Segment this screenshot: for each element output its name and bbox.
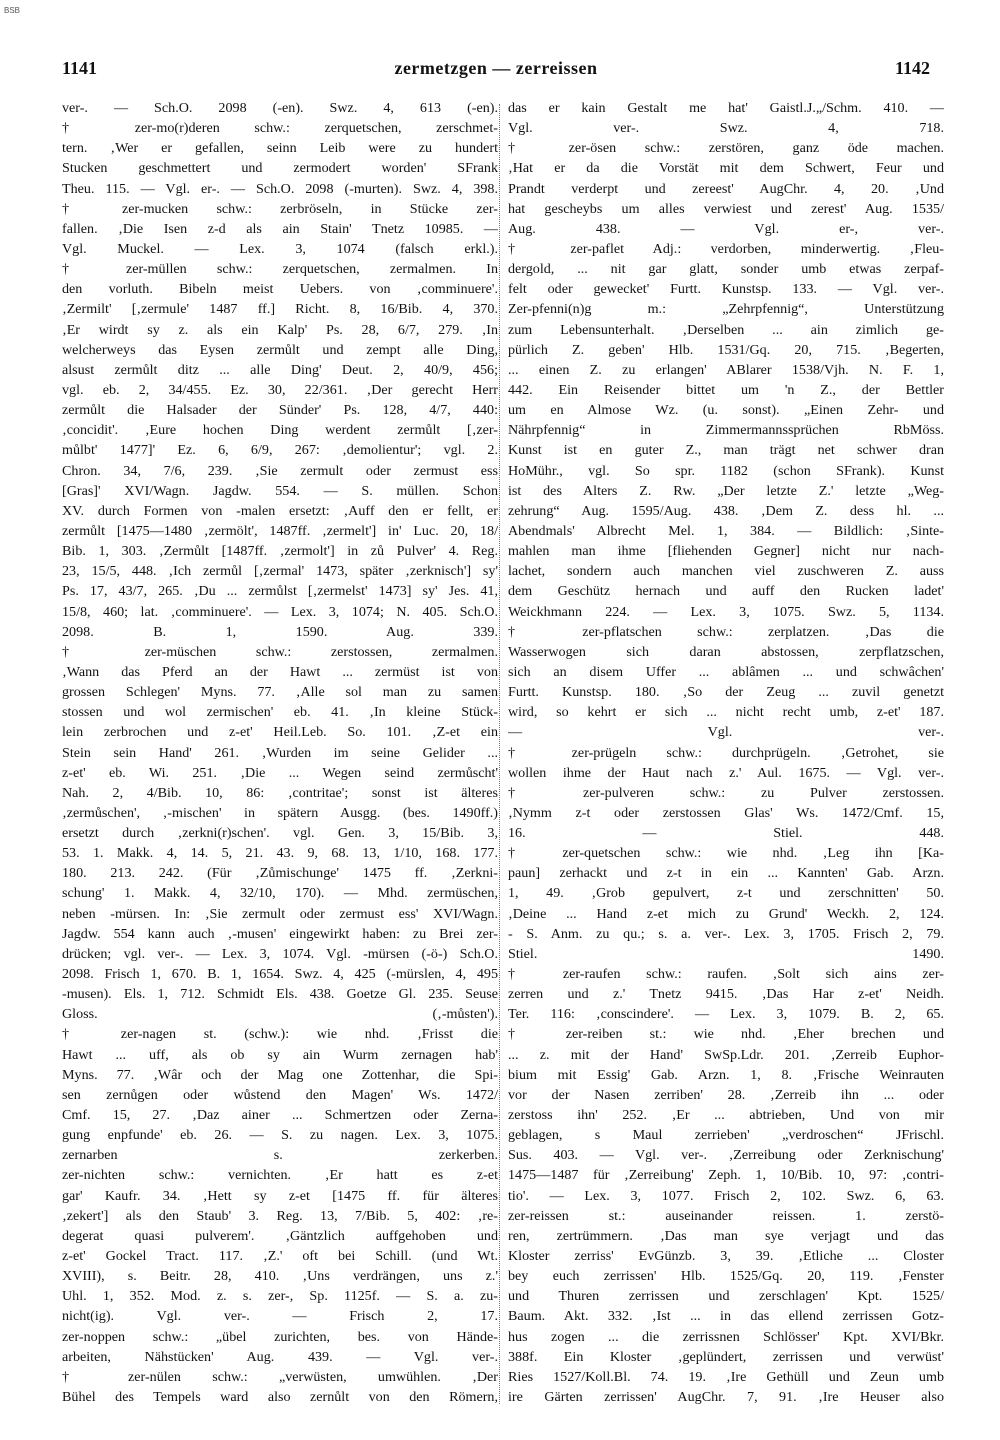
- text-line: ‚Deine ... Hand z-et mich zu Grund' Weckh. 2, 124.: [508, 905, 944, 922]
- text-line: zerstoss ihn' 252. ‚Er ... abtrieben, Und von mir: [508, 1107, 944, 1124]
- text-line: sen zernůgen oder wůstend den Magen' Ws. 1472/: [62, 1086, 498, 1103]
- text-line: ‚zekert'] als den Staub' 3. Reg. 13, 7/Bib. 5, 402: ‚re-: [62, 1207, 498, 1224]
- text-line: Sus. 403. — Vgl. ver-. ‚Zerreibung oder Zerknischung': [508, 1147, 944, 1164]
- text-line: felt oder gewecket' Furtt. Kunstsp. 133. — Vgl. ver-.: [508, 281, 944, 298]
- text-line: † zer-ösen schw.: zerstören, ganz öde machen.: [508, 140, 944, 157]
- running-title: zermetzgen — zerreissen: [394, 58, 598, 78]
- column-divider: [499, 104, 500, 1404]
- text-line: † zer-pflatschen schw.: zerplatzen. ‚Das die: [508, 623, 944, 640]
- text-line: 1, 49. ‚Grob gepulvert, z-t und zerschnitten' 50.: [508, 885, 944, 902]
- text-line: tio'. — Lex. 3, 1077. Frisch 2, 102. Swz. 6, 63.: [508, 1187, 944, 1204]
- text-line: alsust zermůlt ditz ... alle Ding' Deut. 2, 40/9, 456;: [62, 361, 498, 378]
- text-line: Nah. 2, 4/Bib. 10, 86: ‚contritae'; sonst ist älteres: [62, 784, 498, 801]
- text-line: hus zogen ... die zerrissnen Schlösser' Kpt. XVI/Bkr.: [508, 1328, 944, 1345]
- text-line: lein zerbrochen und z-et' Heil.Leb. So. 101. ‚Z-et ein: [62, 724, 498, 741]
- text-line: ver-. — Sch.O. 2098 (-en). Swz. 4, 613 (-en).: [62, 100, 498, 116]
- text-line: Stein sein Hand' 261. ‚Wurden im seine Gelider ...: [62, 744, 498, 761]
- text-line: bey euch zerrissen' Hlb. 1525/Gq. 20, 119. ‚Fenster: [508, 1268, 944, 1285]
- text-line: Chron. 34, 7/6, 239. ‚Sie zermult oder zermust ess: [62, 462, 498, 479]
- page-number-left: 1141: [62, 58, 98, 78]
- text-line: vor der Nasen zerriben' 28. ‚Zerreib ihn ... oder: [508, 1086, 944, 1103]
- text-line: Kloster zerriss' EvGünzb. 3, 39. ‚Etliche ... Closter: [508, 1248, 944, 1265]
- text-line: ‚Er wirdt sy z. als ein Kalp' Ps. 28, 6/7, 279. ‚In: [62, 321, 498, 338]
- text-line: zer-nichten schw.: vernichten. ‚Er hatt es z-et: [62, 1167, 498, 1184]
- text-line: hat gescheybs um alles verwiest und zerest' Aug. 1535/: [508, 200, 944, 217]
- text-line: Vgl. ver-. Swz. 4, 718.: [508, 120, 944, 137]
- text-line: † zer-prügeln schw.: durchprügeln. ‚Getrohet, sie: [508, 744, 944, 761]
- text-line: wird, so kehrt er sich ... nicht recht umb, z-et' 187.: [508, 704, 944, 721]
- text-line: - S. Anm. zu qu.; s. a. ver-. Lex. 3, 1705. Frisch 2, 79.: [508, 925, 944, 942]
- text-line: Ries 1527/Koll.Bl. 74. 19. ‚Ire Gethüll und Zeun umb: [508, 1368, 944, 1385]
- text-line: zernarben s. zerkerben.: [62, 1147, 498, 1164]
- text-line: zehrung“ Aug. 1595/Aug. 438. ‚Dem Z. dess hl. ...: [508, 502, 944, 519]
- text-line: Theu. 115. — Vgl. er-. — Sch.O. 2098 (-murten). Swz. 4, 398.: [62, 180, 498, 197]
- text-line: zerren und z.' Tnetz 9415. ‚Das Har z-et' Neidh.: [508, 986, 944, 1003]
- text-line: † zer-paflet Adj.: verdorben, minderwertig. ‚Fleu-: [508, 240, 944, 257]
- text-line: das er kain Gestalt me hat' Gaistl.J.„/Schm. 410. —: [508, 100, 944, 116]
- text-line: gar' Kaufr. 34. ‚Hett sy z-et [1475 ff. für älteres: [62, 1187, 498, 1204]
- text-line: dergold, ... nit gar glatt, sonder umb etwas zerpaf-: [508, 261, 944, 278]
- text-line: z-et' Gockel Tract. 117. ‚Z.' oft bei Schill. (und Wt.: [62, 1248, 498, 1265]
- text-line: XVIII), s. Beitr. 28, 410. ‚Uns verdrängen, uns z.': [62, 1268, 498, 1285]
- left-column: [62, 98, 498, 1418]
- text-line: můlbt' 1477]' Ez. 6, 6/9, 267: ‚demolientur'; vgl. 2.: [62, 442, 498, 459]
- text-line: Prandt verderpt und zereest' AugChr. 4, 20. ‚Und: [508, 180, 944, 197]
- text-line: Myns. 77. ‚Wâr och der Mag one Zottenhar, die Spi-: [62, 1066, 498, 1083]
- text-line: zermůlt [1475—1480 ‚zermölt', 1487ff. ‚zermelt'] in' Luc. 20, 18/: [62, 522, 498, 539]
- text-line: zum Lebensunterhalt. ‚Derselben ... ain zimlich ge-: [508, 321, 944, 338]
- text-line: zer-reissen st.: auseinander reissen. 1. zerstö-: [508, 1207, 944, 1224]
- text-line: Wasserwogen sich daran abstossen, zerpflatzschen,: [508, 643, 944, 660]
- text-line: mahlen man ihme [fliehenden Gegner] nicht nur nach-: [508, 543, 944, 560]
- text-line: degerat quasi pulverem'. ‚Gäntzlich auffgehoben und: [62, 1227, 498, 1244]
- text-line: XV. durch Formen von -malen ersetzt: ‚Auff den er fellt, er: [62, 502, 498, 519]
- text-line: † zer-müllen schw.: zerquetschen, zermalmen. In: [62, 261, 498, 278]
- text-line: Stiel. 1490.: [508, 945, 944, 962]
- text-line: 180. 213. 242. (Für ‚Zůmischunge' 1475 ff. ‚Zerkni-: [62, 865, 498, 882]
- library-stamp: BSB: [4, 6, 21, 15]
- text-line: den vorluth. Bibeln meist Uebers. von ‚comminuere'.: [62, 281, 498, 298]
- text-line: ... z. mit der Hand' SwSp.Ldr. 201. ‚Zerreib Euphor-: [508, 1046, 944, 1063]
- text-line: gung enpfunde' eb. 26. — S. zu nagen. Lex. 3, 1075.: [62, 1127, 498, 1144]
- text-line: [Gras]' XVI/Wagn. Jagdw. 554. — S. müllen. Schon: [62, 482, 498, 499]
- text-line: HoMühr., vgl. So spr. 1182 (schon SFrank). Kunst: [508, 462, 944, 479]
- text-line: -musen). Els. 1, 712. Schmidt Els. 438. Goetze Gl. 235. Seuse: [62, 986, 498, 1003]
- text-line: nicht(ig). Vgl. ver-. — Frisch 2, 17.: [62, 1308, 498, 1325]
- text-line: paun] zerhackt und z-t in ein ... Kannten' Gab. Arzn.: [508, 865, 944, 882]
- text-line: lachet, sondern auch manchen viel zuschweren Z. auss: [508, 563, 944, 580]
- text-line: † zer-mo(r)deren schw.: zerquetschen, zerschmet-: [62, 120, 498, 137]
- text-line: 2098. Frisch 1, 670. B. 1, 1654. Swz. 4, 425 (-mürslen, 4, 495: [62, 966, 498, 983]
- text-line: bium mit Essig' Gab. Arzn. 1, 8. ‚Frische Weinrauten: [508, 1066, 944, 1083]
- text-line: vgl. eb. 2, 34/455. Ez. 30, 22/361. ‚Der gerecht Herr: [62, 381, 498, 398]
- text-line: Stucken geschmettert und zermodert worden' SFrank: [62, 160, 498, 177]
- text-line: ersetzt durch ‚zerkni(r)schen'. vgl. Gen. 3, 15/Bib. 3,: [62, 825, 498, 842]
- text-line: neben -mürsen. In: ‚Sie zermult oder zermust ess' XVI/Wagn.: [62, 905, 498, 922]
- text-line: schung' 1. Makk. 4, 32/10, 170). — Mhd. zermüschen,: [62, 885, 498, 902]
- page-number-right: 1142: [894, 58, 930, 78]
- text-line: Hawt ... uff, als ob sy ain Wurm zernagen hab': [62, 1046, 498, 1063]
- text-line: 442. Ein Reisender bittet um 'n Z., der Bettler: [508, 381, 944, 398]
- text-line: stossen und wol zermischen' eb. 41. ‚In kleine Stück-: [62, 704, 498, 721]
- text-line: 2098. B. 1, 1590. Aug. 339.: [62, 623, 498, 640]
- text-line: ist des Alters Z. Rw. „Der letzte Z.' letzte „Weg-: [508, 482, 944, 499]
- text-line: ‚Zermilt' [‚zermule' 1487 ff.] Richt. 8, 16/Bib. 4, 370.: [62, 301, 498, 318]
- text-line: ‚Hat er da die Vorstät mit dem Schwert, Feur und: [508, 160, 944, 177]
- text-line: ‚Wann das Pferd an der Hawt ... zermüst ist von: [62, 663, 498, 680]
- text-line: welcherweys das Eysen zermůlt und zempt alle Ding,: [62, 341, 498, 358]
- right-column: [508, 98, 944, 1418]
- text-line: ... einen Z. zu erlangen' ABlarer 1538/Vjh. N. F. 1,: [508, 361, 944, 378]
- text-line: — Vgl. ver-.: [508, 724, 944, 741]
- text-line: † zer-raufen schw.: raufen. ‚Solt sich ains zer-: [508, 966, 944, 983]
- text-line: Vgl. Muckel. — Lex. 3, 1074 (falsch erkl.).: [62, 240, 498, 257]
- text-line: † zer-reiben st.: wie nhd. ‚Eher brechen und: [508, 1026, 944, 1043]
- text-line: dem Geschütz hernach und auff den Rucken ladet': [508, 583, 944, 600]
- text-line: wollen ihme der Haut nach z.' Aul. 1675. — Vgl. ver-.: [508, 764, 944, 781]
- text-line: sich an disem Uffer ... ablâmen ... und schwâchen': [508, 663, 944, 680]
- text-line: 388f. Ein Kloster ‚geplündert, zerrissen und verwüst': [508, 1348, 944, 1365]
- text-line: † zer-pulveren schw.: zu Pulver zerstossen.: [508, 784, 944, 801]
- text-line: Abendmals' Albrecht Mel. 1, 384. — Bildlich: ‚Sinte-: [508, 522, 944, 539]
- text-line: um en Almose Wz. (u. sonst). „Einen Zehr- und: [508, 402, 944, 419]
- text-line: † zer-quetschen schw.: wie nhd. ‚Leg ihn [Ka-: [508, 845, 944, 862]
- text-line: 15/8, 460; lat. ‚comminuere'. — Lex. 3, 1074; N. 405. Sch.O.: [62, 603, 498, 620]
- text-line: Jagdw. 554 kann auch ‚-musen' eingewirkt haben: zu Brei zer-: [62, 925, 498, 942]
- text-line: 53. 1. Makk. 4, 14. 5, 21. 43. 9, 68. 13, 1/10, 168. 177.: [62, 845, 498, 862]
- text-line: grossen Schlegen' Myns. 77. ‚Alle sol man zu samen: [62, 684, 498, 701]
- text-line: geblagen, s Maul zerrieben' „verdroschen“ JFrischl.: [508, 1127, 944, 1144]
- text-line: fallen. ‚Die Isen z-d als ain Stain' Tnetz 10985. —: [62, 220, 498, 237]
- text-line: † zer-mucken schw.: zerbröseln, in Stücke zer-: [62, 200, 498, 217]
- text-line: ire Gärten zerrissen' AugChr. 7, 91. ‚Ire Heuser also: [508, 1389, 944, 1405]
- text-line: Zer-pfenni(n)g m.: „Zehrpfennig“, Unterstützung: [508, 301, 944, 318]
- text-line: 1475—1487 für ‚Zerreibung' Zeph. 1, 10/Bib. 10, 97: ‚contri-: [508, 1167, 944, 1184]
- text-line: Ter. 116: ‚conscindere'. — Lex. 3, 1079. B. 2, 65.: [508, 1006, 944, 1023]
- text-line: Uhl. 1, 352. Mod. z. s. zer-, Sp. 1125f. — S. a. zu-: [62, 1288, 498, 1305]
- text-line: ren, zertrümmern. ‚Das man sye verjagt und das: [508, 1227, 944, 1244]
- text-line: † zer-nülen schw.: „verwüsten, umwühlen. ‚Der: [62, 1368, 498, 1385]
- page-header: [62, 58, 930, 86]
- text-line: arbeiten, Nähstücken' Aug. 439. — Vgl. ver-.: [62, 1348, 498, 1365]
- text-line: Weickhmann 224. — Lex. 3, 1075. Swz. 5, 1134.: [508, 603, 944, 620]
- text-line: ‚concidit'. ‚Eure hochen Ding werdent zermůlt [‚zer-: [62, 422, 498, 439]
- text-line: Bib. 1, 303. ‚Zermůlt [1487ff. ‚zermolt'] in zů Pulver' 4. Reg.: [62, 543, 498, 560]
- text-line: Gloss. (‚-můsten').: [62, 1006, 498, 1023]
- text-line: z-et' eb. Wi. 251. ‚Die ... Wegen seind zermůscht': [62, 764, 498, 781]
- text-line: ‚Nymm z-t oder zerstossen Glas' Ws. 1472/Cmf. 15,: [508, 804, 944, 821]
- text-line: ‚zermůschen', ‚-mischen' in spätern Ausgg. (bes. 1490ff.): [62, 804, 498, 821]
- text-line: Furtt. Kunstsp. 180. ‚So der Zeug ... zuvil genetzt: [508, 684, 944, 701]
- text-line: Kunst ist en guter Z., man trägt net schwer dran: [508, 442, 944, 459]
- text-line: pürlich Z. geben' Hlb. 1531/Gq. 20, 715. ‚Begerten,: [508, 341, 944, 358]
- text-line: drücken; vgl. ver-. — Lex. 3, 1074. Vgl. -mürsen (-ö-) Sch.O.: [62, 945, 498, 962]
- text-line: zermůlt die Halsader der Sünder' Ps. 128, 4/7, 440:: [62, 402, 498, 419]
- text-line: Bühel des Tempels ward also zernůlt von den Römern,: [62, 1389, 498, 1405]
- text-line: Cmf. 15, 27. ‚Daz ainer ... Schmertzen oder Zerna-: [62, 1107, 498, 1124]
- text-line: Nährpfennig“ in Zimmermannssprüchen RbMöss.: [508, 422, 944, 439]
- text-line: † zer-nagen st. (schw.): wie nhd. ‚Frisst die: [62, 1026, 498, 1043]
- text-line: Ps. 17, 43/7, 265. ‚Du ... zermůlst [‚zermelst' 1473] sy' Jes. 41,: [62, 583, 498, 600]
- text-line: Baum. Akt. 332. ‚Ist ... in das ellend zerrissen Gotz-: [508, 1308, 944, 1325]
- text-line: und Thuren zerrissen und zerschlagen' Kpt. 1525/: [508, 1288, 944, 1305]
- text-line: † zer-müschen schw.: zerstossen, zermalmen.: [62, 643, 498, 660]
- text-line: 23, 15/5, 448. ‚Ich zermůl [‚zermal' 1473, später ‚zerknisch'] sy': [62, 563, 498, 580]
- text-line: 16. — Stiel. 448.: [508, 825, 944, 842]
- text-line: tern. ‚Wer er gefallen, seinn Leib were zu hundert: [62, 140, 498, 157]
- text-line: Aug. 438. — Vgl. er-, ver-.: [508, 220, 944, 237]
- text-line: zer-noppen schw.: „übel zurichten, bes. von Hände-: [62, 1328, 498, 1345]
